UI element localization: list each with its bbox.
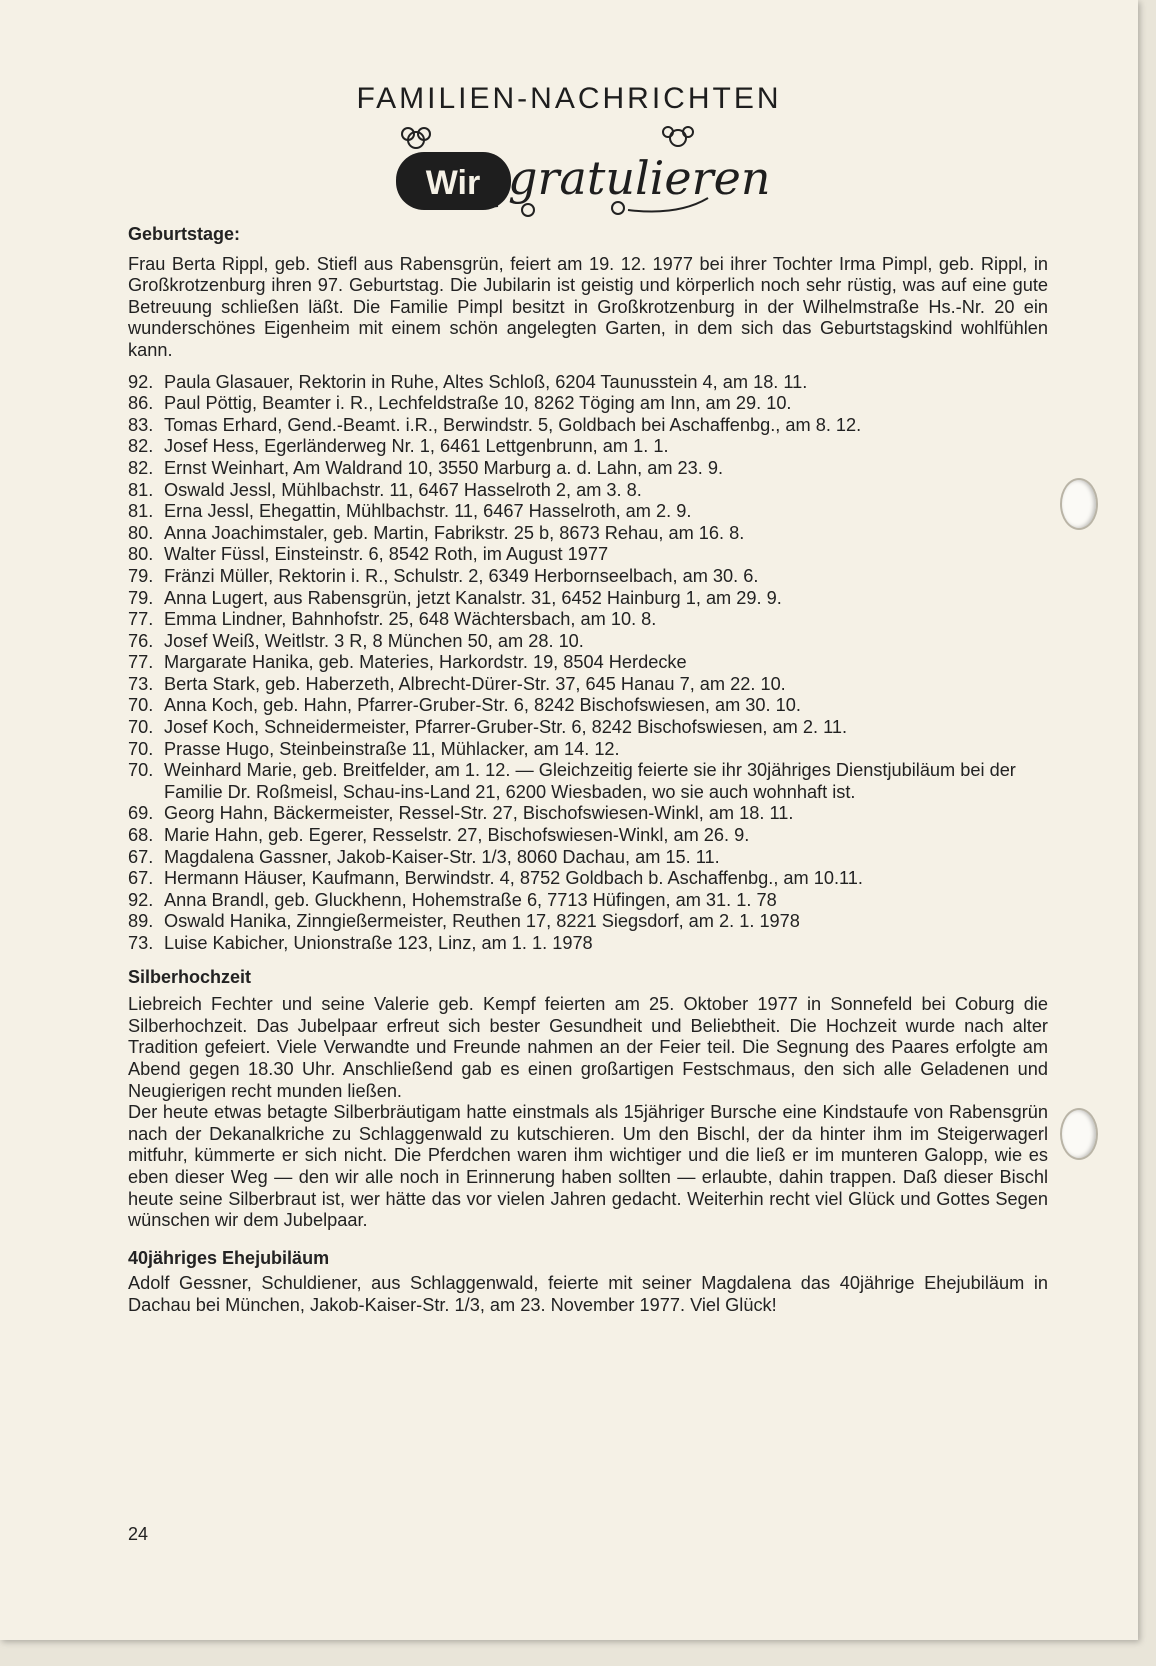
birthday-details: Josef Koch, Schneidermeister, Pfarrer-Gruber-Str. 6, 8242 Bischofswiesen, am 2. 11. [164, 717, 848, 738]
svg-text:gratulieren: gratulieren [508, 151, 771, 205]
birthday-age: 82. [128, 457, 154, 478]
birthday-details: Josef Hess, Egerländerweg Nr. 1, 6461 Lettgenbrunn, am 1. 1. [164, 436, 669, 457]
heading-silver-wedding: Silberhochzeit [128, 966, 252, 987]
list-item [128, 436, 1048, 458]
birthday-age: 92. [128, 371, 154, 392]
list-item [128, 566, 1048, 588]
birthday-age: 70. [128, 717, 154, 738]
wir-gratulieren-logo [378, 118, 788, 228]
birthday-details: Anna Brandl, geb. Gluckhenn, Hohemstraße 6, 7713 Hüfingen, am 31. 1. 78 [164, 889, 777, 910]
birthday-age: 81. [128, 479, 154, 500]
list-item [128, 458, 1048, 480]
birthday-age: 70. [128, 695, 154, 716]
punch-hole-bottom [1060, 1108, 1098, 1160]
list-item [128, 695, 1048, 717]
birthday-age: 73. [128, 933, 154, 953]
birthday-age: 67. [128, 868, 154, 889]
list-item [128, 933, 1048, 955]
birthday-details: Emma Lindner, Bahnhofstr. 25, 648 Wächtersbach, am 10. 8. [164, 609, 657, 630]
birthday-age: 79. [128, 587, 154, 608]
list-item [128, 803, 1048, 825]
birthday-age: 77. [128, 609, 154, 630]
svg-text:Wir: Wir [425, 164, 481, 202]
birthday-age: 70. [128, 760, 154, 781]
birthday-list [128, 372, 1048, 955]
birthday-details: Paula Glasauer, Rektorin in Ruhe, Altes Schloß, 6204 Taunusstein 4, am 18. 11. [164, 371, 808, 392]
page-title: FAMILIEN-NACHRICHTEN [356, 82, 782, 115]
list-item [128, 825, 1048, 847]
birthday-details: Paul Pöttig, Beamter i. R., Lechfeldstraße 10, 8262 Töging am Inn, am 29. 10. [164, 393, 792, 414]
birthday-age: 83. [128, 414, 154, 435]
birthday-age: 73. [128, 673, 154, 694]
birthday-details: Marie Hahn, geb. Egerer, Resselstr. 27, Bischofswiesen-Winkl, am 26. 9. [164, 825, 750, 846]
list-item [128, 393, 1048, 415]
list-item [128, 890, 1048, 912]
birthday-details: Magdalena Gassner, Jakob-Kaiser-Str. 1/3, 8060 Dachau, am 15. 11. [164, 846, 720, 867]
birthday-details: Margarate Hanika, geb. Materies, Harkordstr. 19, 8504 Herdecke [164, 652, 687, 673]
list-item [128, 652, 1048, 674]
list-item [128, 544, 1048, 566]
silver-wedding-text-2: Der heute etwas betagte Silberbräutigam hatte einstmals als 15jähriger Bursche eine Kindstaufe von Rabensgrün nach der Dekanalkriche zu Schlaggenwald zu kutschieren. Um den Bischl, der da hinter ihm im Steigerwagerl mitfuhr, kümmerte er sich nicht. Die Pferdchen waren ihm wichtiger und die ließ er im munteren Galopp, wie es eben dieser Weg — den wir alle noch in Erinnerung haben sollten — erlaubte, dahin trappen. Daß dieser Bischl heute seine Silberbraut ist, wer hätte das vor vielen Jahren gedacht. Weiterhin recht viel Glück und Gottes Segen wünschen wir dem Jubelpaar. [128, 1102, 1048, 1231]
birthday-age: 79. [128, 565, 154, 586]
birthday-age: 80. [128, 522, 154, 543]
birthday-age: 89. [128, 911, 154, 932]
birthday-age: 69. [128, 803, 154, 824]
birthday-details: Fränzi Müller, Rektorin i. R., Schulstr. 2, 6349 Herbornseelbach, am 30. 6. [164, 565, 759, 586]
list-item [128, 372, 1048, 394]
list-item [128, 717, 1048, 739]
heading-birthdays: Geburtstage: [128, 224, 241, 244]
birthday-age: 82. [128, 436, 154, 457]
birthday-details: Anna Joachimstaler, geb. Martin, Fabrikstr. 25 b, 8673 Rehau, am 16. 8. [164, 522, 745, 543]
list-item [128, 588, 1048, 610]
list-item [128, 609, 1048, 631]
birthday-age: 86. [128, 393, 154, 414]
birthday-details: Erna Jessl, Ehegattin, Mühlbachstr. 11, 6467 Hasselroth, am 2. 9. [164, 501, 692, 522]
birthday-age: 80. [128, 544, 154, 565]
birthday-details: Hermann Häuser, Kaufmann, Berwindstr. 4, 8752 Goldbach b. Aschaffenbg., am 10.11. [164, 868, 863, 889]
silver-wedding-text-1: Liebreich Fechter und seine Valerie geb. Kempf feierten am 25. Oktober 1977 in Sonnefeld bei Coburg die Silberhochzeit. Das Jubelpaar erfreut sich bester Gesundheit und Beliebtheit. Die Hochzeit wurde nach alter Tradition gefeiert. Viele Verwandte und Freunde nahmen an der Feier teil. Die Segnung des Paares erfolgte am Abend gegen 18.30 Uhr. Anschließend gab es einen großartigen Festschmaus, den sich alle Geladenen und Neugierigen recht munden ließen. [128, 994, 1048, 1101]
birthday-age: 67. [128, 846, 154, 867]
birthday-details: Josef Weiß, Weitlstr. 3 R, 8 München 50, am 28. 10. [164, 630, 584, 651]
list-item [128, 739, 1048, 761]
birthday-details: Ernst Weinhart, Am Waldrand 10, 3550 Marburg a. d. Lahn, am 23. 9. [164, 457, 724, 478]
list-item [128, 480, 1048, 502]
list-item [128, 911, 1048, 933]
birthday-age: 77. [128, 652, 154, 673]
birthday-age: 70. [128, 738, 154, 759]
birthday-details: Anna Koch, geb. Hahn, Pfarrer-Gruber-Str. 6, 8242 Bischofswiesen, am 30. 10. [164, 695, 801, 716]
list-item [128, 847, 1048, 869]
page-number: 24 [128, 1524, 149, 1544]
list-item [128, 674, 1048, 696]
list-item [128, 501, 1048, 523]
list-item [128, 631, 1048, 653]
list-item [128, 523, 1048, 545]
birthday-details: Georg Hahn, Bäckermeister, Ressel-Str. 27, Bischofswiesen-Winkl, am 18. 11. [164, 803, 794, 824]
anniversary-text: Adolf Gessner, Schuldiener, aus Schlaggenwald, feierte mit seiner Magdalena das 40jährige Ehejubiläum in Dachau bei München, Jakob-Kaiser-Str. 1/3, am 23. November 1977. Viel Glück! [128, 1273, 1048, 1315]
birthday-age: 76. [128, 630, 154, 651]
birthday-details: Walter Füssl, Einsteinstr. 6, 8542 Roth, im August 1977 [164, 544, 609, 565]
list-item [128, 760, 1048, 803]
list-item [128, 868, 1048, 890]
punch-hole-top [1060, 478, 1098, 530]
birthday-details: Prasse Hugo, Steinbeinstraße 11, Mühlacker, am 14. 12. [164, 738, 620, 759]
birthday-age: 92. [128, 889, 154, 910]
content-column [128, 218, 1048, 1317]
birthday-age: 68. [128, 825, 154, 846]
birthday-details: Berta Stark, geb. Haberzeth, Albrecht-Dürer-Str. 37, 645 Hanau 7, am 22. 10. [164, 673, 786, 694]
birthday-details: Oswald Jessl, Mühlbachstr. 11, 6467 Hasselroth 2, am 3. 8. [164, 479, 642, 500]
birthday-details: Weinhard Marie, geb. Breitfelder, am 1. 12. — Gleichzeitig feierte sie ihr 30jähriges Dienstjubiläum bei der Familie Dr. Roßmeisl, Schau-ins-Land 21, 6200 Wiesbaden, wo sie auch wohnhaft ist. [164, 760, 1016, 802]
birthday-details: Tomas Erhard, Gend.-Beamt. i.R., Berwindstr. 5, Goldbach bei Aschaffenbg., am 8. 12. [164, 414, 862, 435]
birthday-details: Oswald Hanika, Zinngießermeister, Reuthen 17, 8221 Siegsdorf, am 2. 1. 1978 [164, 911, 800, 932]
heading-anniversary: 40jähriges Ehejubiläum [128, 1247, 330, 1268]
birthday-age: 81. [128, 501, 154, 522]
birthday-details: Luise Kabicher, Unionstraße 123, Linz, am 1. 1. 1978 [164, 933, 593, 953]
birthday-intro: Frau Berta Rippl, geb. Stiefl aus Rabensgrün, feiert am 19. 12. 1977 bei ihrer Tochter Irma Pimpl, geb. Rippl, in Großkrotzenburg ihren 97. Geburtstag. Die Jubilarin ist geistig und körperlich noch sehr rüstig, was auf eine gute Betreuung schließen läßt. Die Familie Pimpl besitzt in Großkrotzenburg in der Wilhelmstraße Hs.-Nr. 20 ein wunderschönes Eigenheim mit einem schön angelegten Garten, in dem sich das Geburtstagskind wohlfühlen kann. [128, 253, 1048, 360]
list-item [128, 415, 1048, 437]
birthday-details: Anna Lugert, aus Rabensgrün, jetzt Kanalstr. 31, 6452 Hainburg 1, am 29. 9. [164, 587, 782, 608]
